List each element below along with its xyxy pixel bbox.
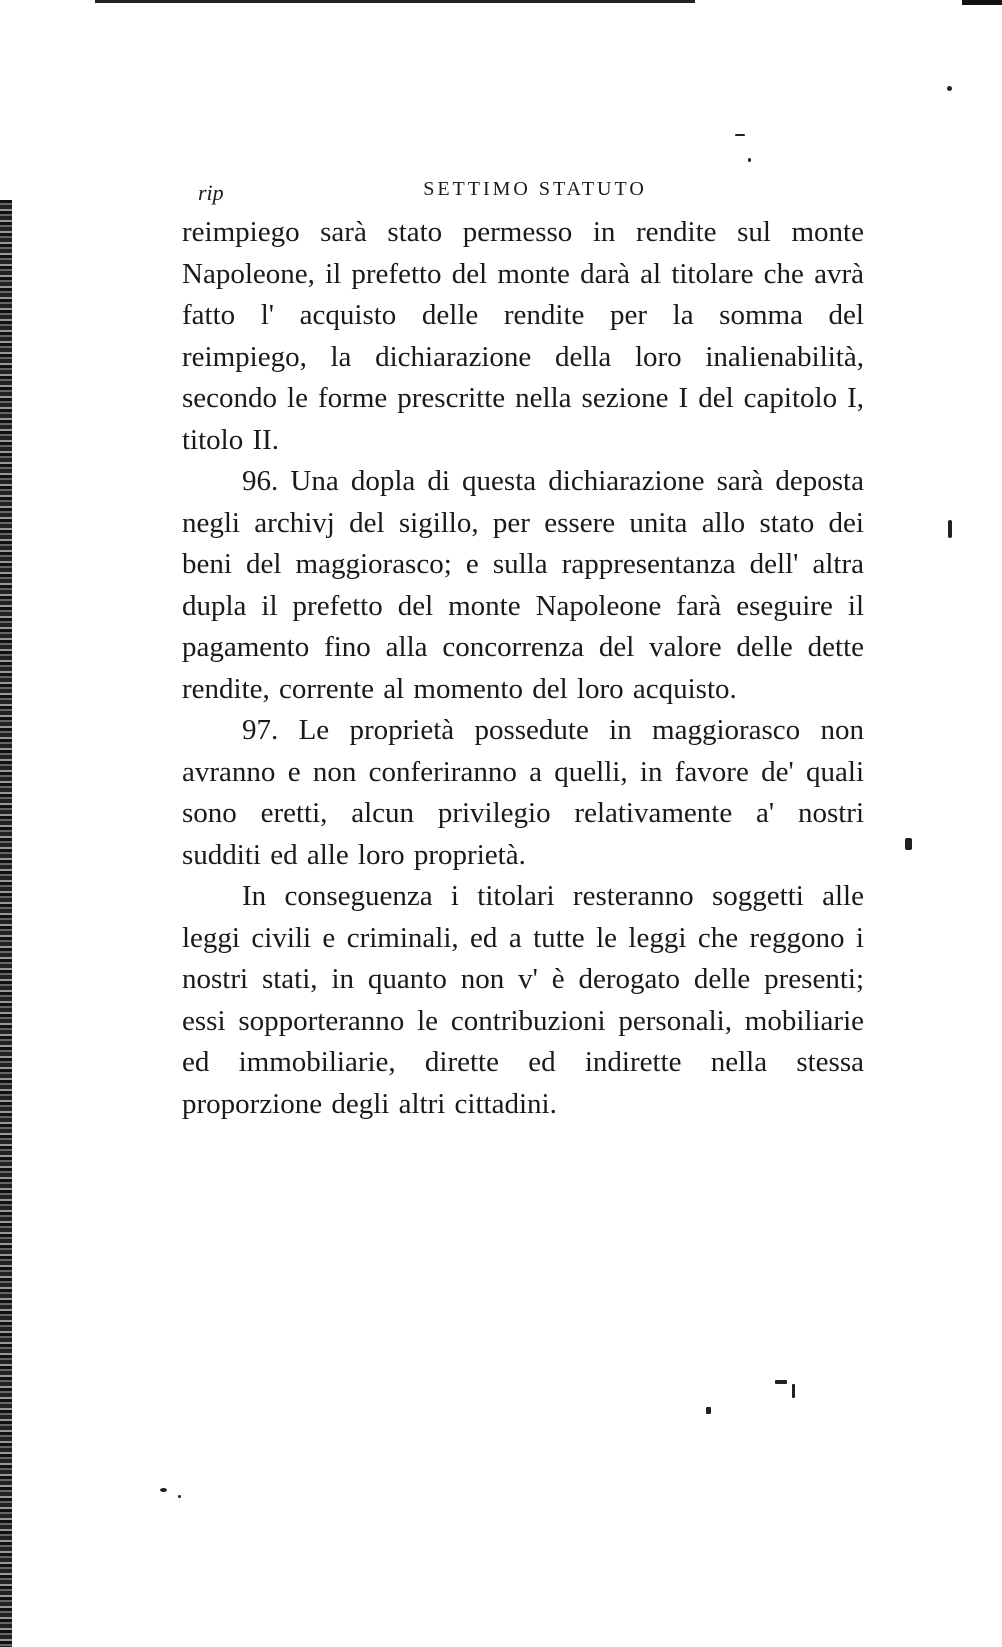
- running-head: SETTIMO STATUTO: [423, 178, 647, 200]
- page-number: rip: [198, 180, 224, 205]
- top-rule: [95, 0, 695, 3]
- ink-speck: [160, 1488, 167, 1492]
- text-block: [182, 212, 864, 1125]
- paragraph-consequence: In conseguenza i titolari resteranno soggetti alle leggi civili e criminali, ed a tutte le leggi che reggono i nostri stati, in quanto non v' è derogato delle presenti; essi sopporteranno le contribuzioni personali, mobiliarie ed immobiliarie, dirette ed indirette nella stessa proporzione degli altri cittadini.: [182, 880, 864, 1120]
- paragraph-article-97: 97. Le proprietà possedute in maggiorasco non avranno e non conferiranno a quelli, in favore de' quali sono eretti, alcun privilegio relativamente a' nostri sudditi ed alle loro proprietà.: [182, 714, 864, 871]
- ink-speck: [775, 1380, 787, 1384]
- ink-speck: [792, 1384, 795, 1398]
- ink-speck: [948, 520, 952, 538]
- ink-speck: [905, 838, 912, 850]
- top-rule-right: [962, 0, 1002, 5]
- page-header: [190, 178, 880, 208]
- paragraph-continued: reimpiego sarà stato permesso in rendite sul monte Napoleone, il prefetto del monte darà al titolare che avrà fatto l' acquisto delle rendite per la somma del reimpiego, la dichiarazione della loro inalienabilità, secondo le forme prescritte nella sezione I del capitolo I, titolo II.: [182, 216, 864, 456]
- paragraph-article-96: 96. Una dopla di questa dichiarazione sarà deposta negli archivj del sigillo, per essere unita allo stato dei beni del maggiorasco; e sulla rappresentanza dell' altra dupla il prefetto del monte Napoleone farà eseguire il pagamento fino alla concorrenza del valore delle dette rendite, corrente al momento del loro acquisto.: [182, 465, 864, 705]
- ink-speck: [178, 1495, 181, 1498]
- ink-speck: [748, 158, 751, 162]
- ink-speck: [947, 86, 952, 91]
- ink-speck: [735, 134, 745, 136]
- ink-speck: [706, 1407, 711, 1414]
- binding-edge: [0, 200, 12, 1647]
